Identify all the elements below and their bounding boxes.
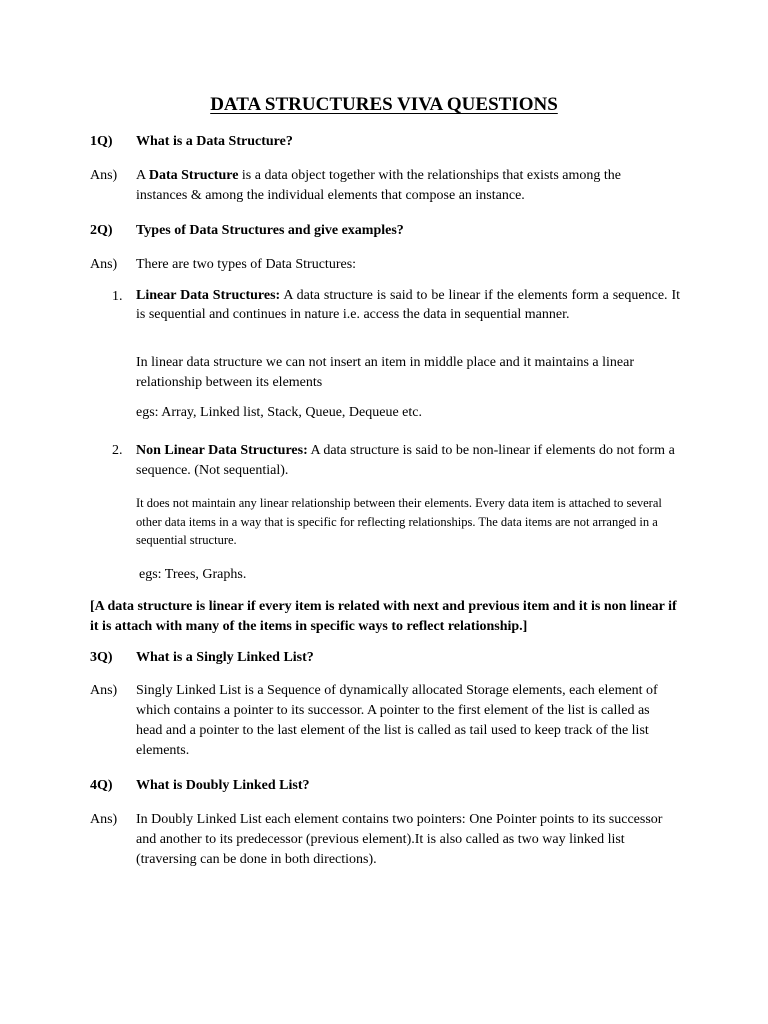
question-1: What is a Data Structure?: [136, 134, 293, 149]
term-linear: Linear Data Structures:: [136, 288, 281, 303]
question-number-3: 3Q): [90, 650, 113, 665]
list-number-1: 1.: [112, 289, 123, 304]
question-2: Types of Data Structures and give examples?: [136, 223, 404, 238]
answer-label-4: Ans): [90, 812, 118, 827]
linear-examples: egs: Array, Linked list, Stack, Queue, Dequeue etc.: [136, 405, 423, 420]
term-nonlinear: Non Linear Data Structures:: [136, 443, 308, 458]
question-3: What is a Singly Linked List?: [136, 650, 314, 665]
linear-detail: In linear data structure we can not insert an item in middle place and it maintains a linear relationship between its elements: [136, 355, 634, 390]
question-number-4: 4Q): [90, 778, 113, 793]
question-4: What is Doubly Linked List?: [136, 778, 310, 793]
nonlinear-detail: It does not maintain any linear relationship between their elements. Every data item is attached to several other data items in a way that is specific for reflecting relationships. The data items are not arranged in a sequential structure.: [136, 496, 662, 547]
question-number-2: 2Q): [90, 223, 113, 238]
answer-label-2: Ans): [90, 257, 118, 272]
answer-label-1: Ans): [90, 168, 118, 183]
linear-definition: Linear Data Structures: A data structure is said to be linear if the elements form a sequence. It is sequential and continues in nature i.e. access the data in sequential manner.: [136, 288, 681, 322]
nonlinear-definition: Non Linear Data Structures: A data structure is said to be non-linear if elements do not form a sequence. (Not sequential).: [136, 443, 675, 478]
term-data-structure: Data Structure: [148, 168, 239, 183]
page-title: DATA STRUCTURES VIVA QUESTIONS: [210, 94, 558, 115]
nonlinear-examples: egs: Trees, Graphs.: [139, 567, 247, 582]
answer-3: Singly Linked List is a Sequence of dynamically allocated Storage elements, each element of which contains a pointer to its successor. A pointer to the first element of the list is called as head and a pointer to the last element of the list is called as tail used to keep track of the list elements.: [136, 683, 658, 758]
answer-2: There are two types of Data Structures:: [136, 257, 357, 272]
summary-note: [A data structure is linear if every item is related with next and previous item and it is non linear if it is attach with many of the items in specific ways to reflect relationship.]: [90, 599, 677, 634]
answer-4: In Doubly Linked List each element contains two pointers: One Pointer points to its successor and another to its predecessor (previous element).It is also called as two way linked list (traversing can be done in both directions).: [136, 812, 663, 867]
question-number-1: 1Q): [90, 134, 113, 149]
answer-1: A Data Structure is a data object together with the relationships that exists among the instances & among the individual elements that compose an instance.: [136, 168, 621, 203]
list-number-2: 2.: [112, 443, 123, 458]
answer-label-3: Ans): [90, 683, 118, 698]
